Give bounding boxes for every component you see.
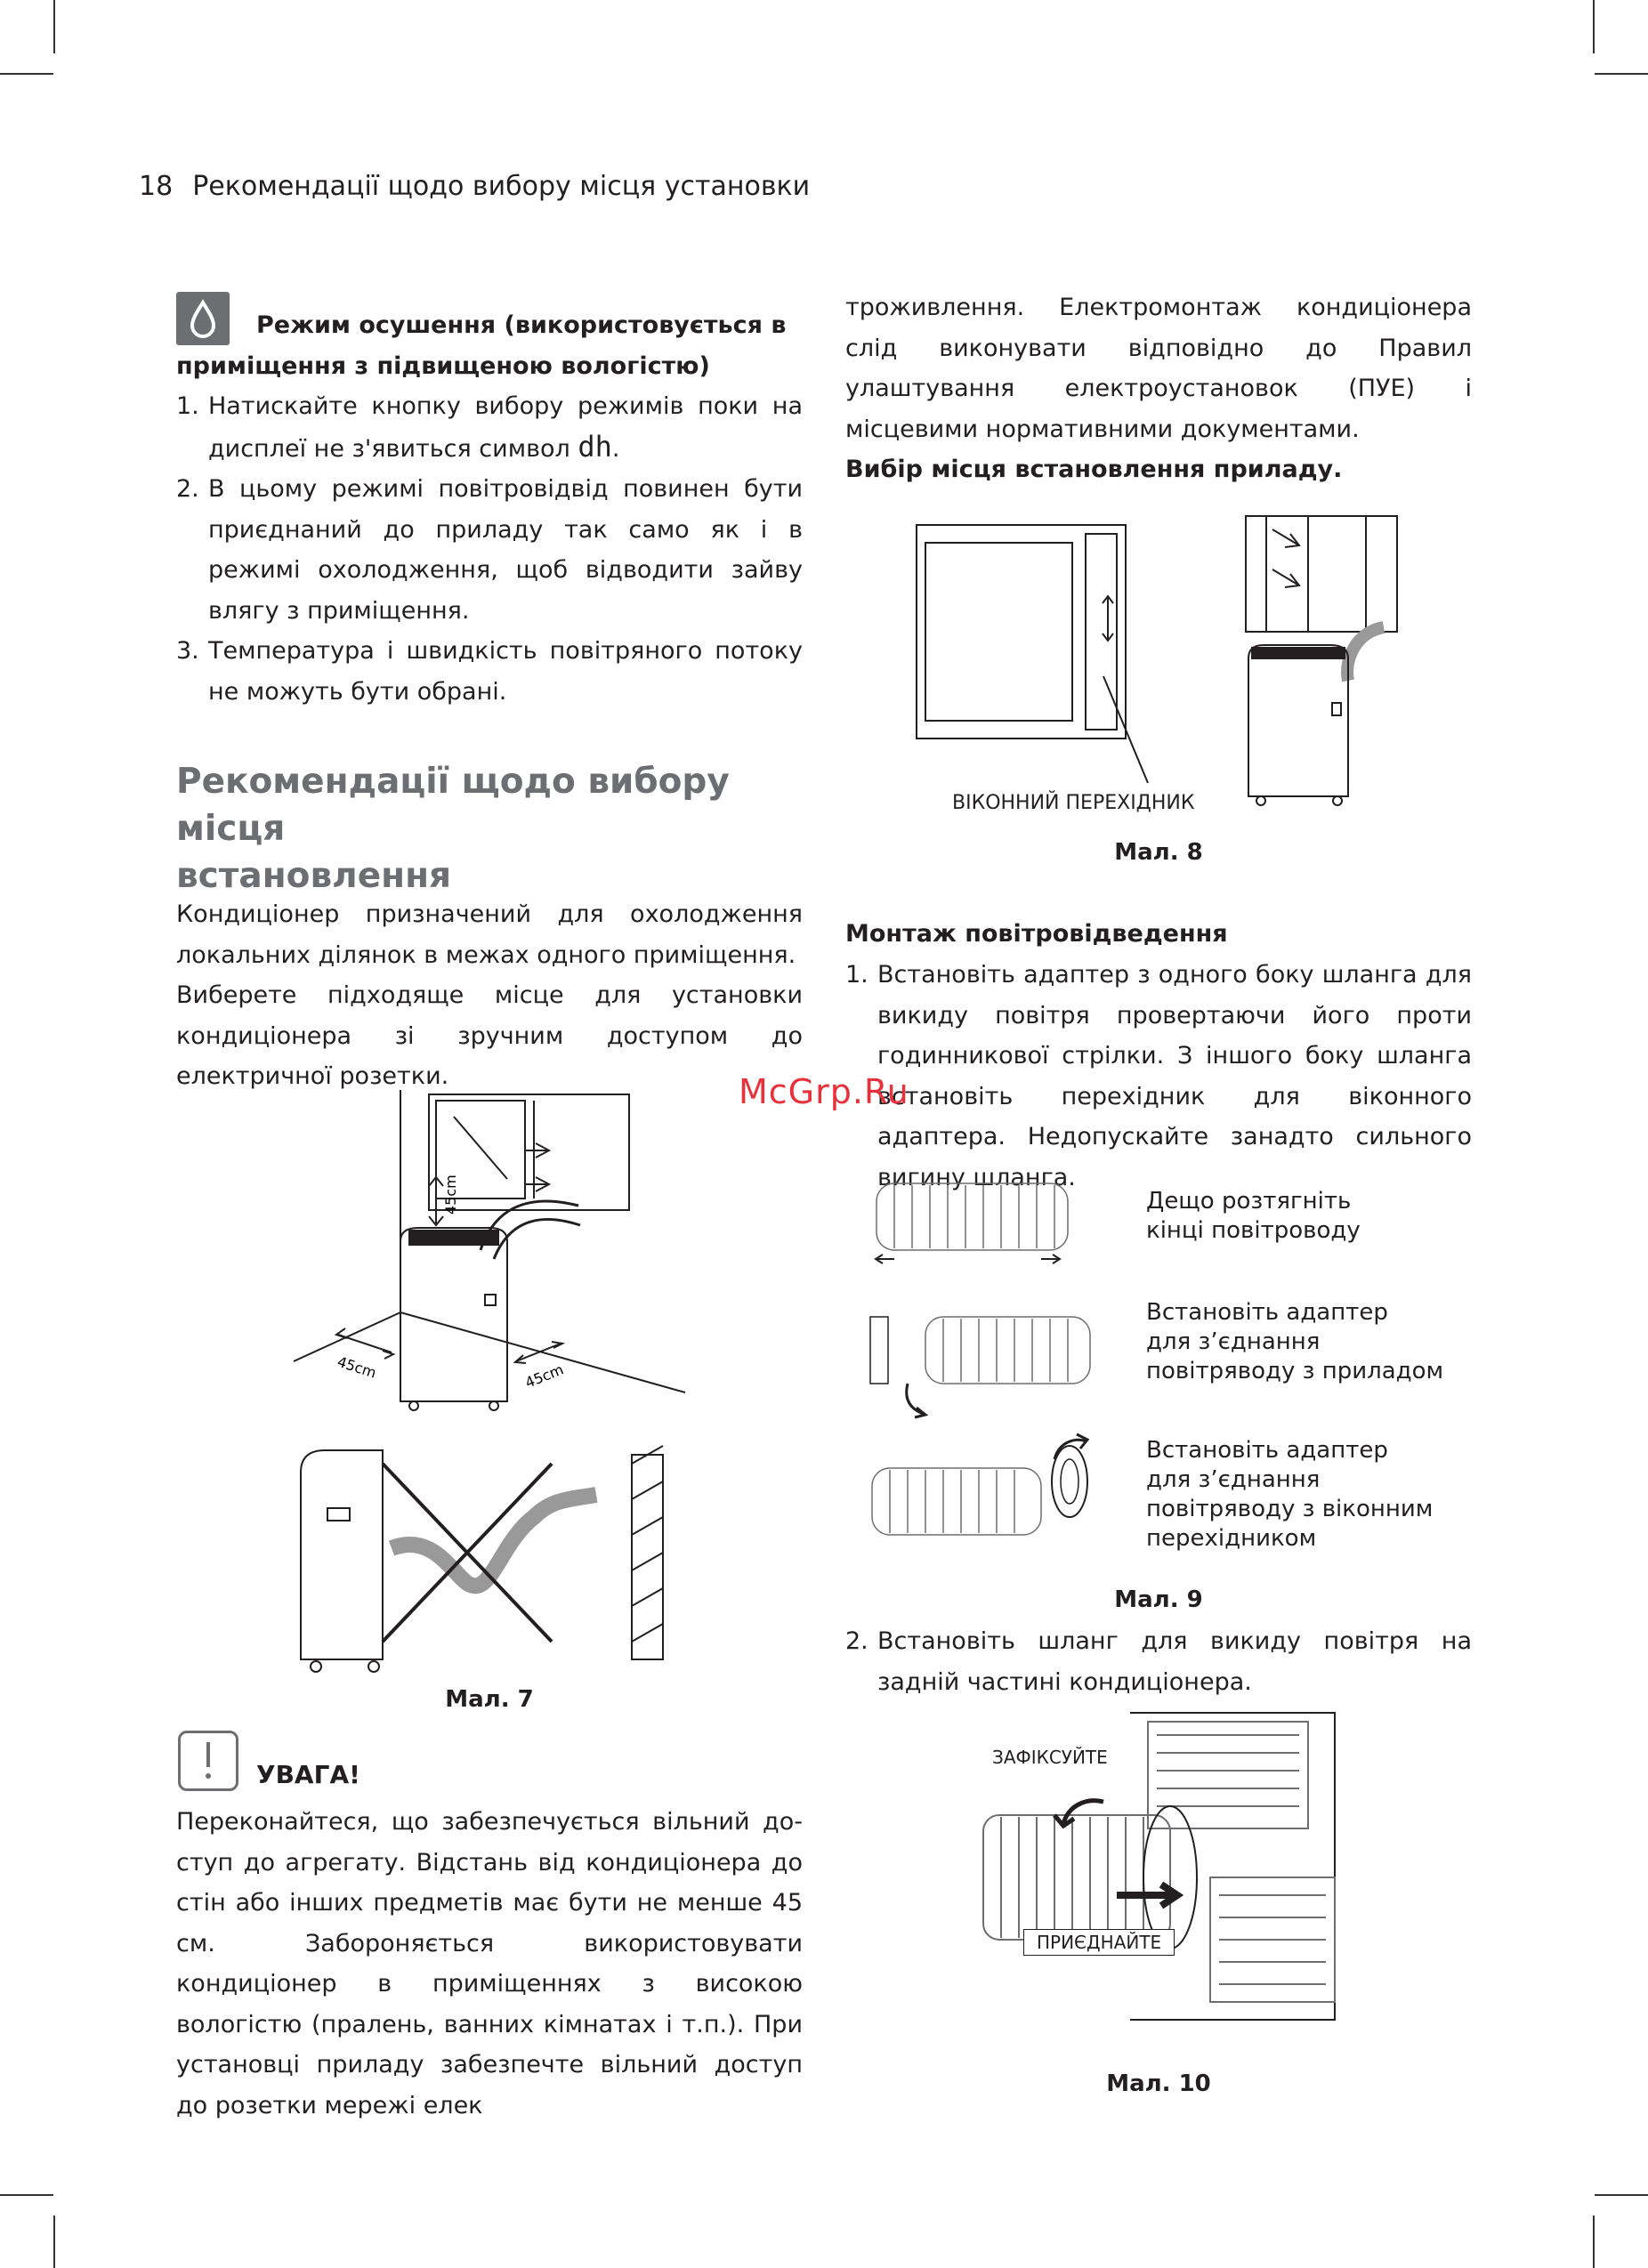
label-45cm: 45cm <box>442 1174 459 1215</box>
figure-8-caption: Мал. 8 <box>1114 839 1203 866</box>
figure-9-step3: Встановіть адаптер для з’єднання повітряводу з віконним перехідником <box>1146 1437 1434 1552</box>
duct-install-list-2 <box>845 1621 1472 1702</box>
page-number: 18 <box>139 171 174 202</box>
figure-7-illustration <box>294 1090 792 1659</box>
duct-install-title: Монтаж повітровідведення <box>845 920 1228 948</box>
crop-mark <box>1595 2194 1648 2196</box>
figure-9-illustration <box>863 1174 1112 1566</box>
dry-mode-title: Режим осушення (використовується в приміщення з підвищеною вологістю) <box>176 292 803 386</box>
placement-paragraph: Кондиціонер призначений для охолодження локальних ділянок в межах одного приміщення. <box>176 900 803 969</box>
dry-mode-section <box>176 292 803 712</box>
figure-9-step1: Дещо розтягніть кінці повітроводу <box>1146 1188 1361 1244</box>
warning-icon <box>178 1731 238 1791</box>
connect-label: ПРИЄДНАЙТЕ <box>1023 1929 1175 1956</box>
placement-paragraph: Виберете підходяще місце для установки кондиціонера зі зручним доступом до електричної розетки. <box>176 981 803 1090</box>
crop-mark <box>1595 73 1648 75</box>
figure-8-illustration <box>912 516 1410 819</box>
placement-text <box>176 894 803 1097</box>
crop-mark <box>53 2216 55 2268</box>
label-45cm: 45cm <box>522 1360 566 1392</box>
warning-text-continued: троживлення. Електромонтаж кондиціонера слід виконувати відповідно до Правил улаштування електроустановок (ПУЕ) і місцевими нормативними документами. <box>845 294 1472 443</box>
list-item: 3. Температура і швидкість повітряного потоку не можуть бути обрані. <box>176 637 803 706</box>
window-adapter-label: ВІКОННИЙ ПЕРЕХІДНИК <box>952 792 1195 814</box>
crop-mark <box>0 2194 53 2196</box>
figure-10-caption: Мал. 10 <box>1106 2070 1211 2097</box>
water-drop-icon <box>176 292 230 345</box>
list-item: 2. Встановіть шланг для викиду повітря на задній частині кондиціонера. <box>845 1627 1472 1696</box>
figure-7-caption: Мал. 7 <box>445 1686 534 1713</box>
crop-mark <box>1593 0 1595 53</box>
crop-mark <box>1593 2216 1595 2268</box>
figure-9-caption: Мал. 9 <box>1114 1586 1203 1613</box>
placement-heading: Рекомендації щодо вибору місця встановлення <box>176 762 730 896</box>
crop-mark <box>53 0 55 53</box>
dry-mode-list <box>176 386 803 712</box>
list-item: 1. Встановіть адаптер з одного боку шланга для викиду повітря провертаючи його проти годинникової стрілки. З іншого боку шланга встановіть перехідник для віконного адаптера. Недопускайте занадто сильного вигину шланга. <box>845 961 1472 1191</box>
dh-symbol: dh <box>578 429 612 464</box>
watermark: McGrp.Ru <box>739 1072 909 1111</box>
crop-mark <box>0 73 53 75</box>
running-title: Рекомендації щодо вибору місця установки <box>192 171 811 202</box>
warning-text: Переконайтеся, що забезпечується вільний доступ до агрегату. Відстань від кондиціонера до стін або інших предметів має бути не менше 45 см. Забороняється використовувати кондиціонер в приміщеннях з високою вологістю (пралень, ванних кімнатах і т.п.). При установці приладу забезпечте вільний доступ до розетки мережі елек <box>176 1808 803 2119</box>
list-item: 2. В цьому режимі повітровідвід повинен бути приєднаний до приладу так само як і в режимі охолодження, щоб відводити зайву влягу з приміщення. <box>176 475 803 625</box>
warning-title: УВАГА! <box>256 1760 360 1789</box>
fix-label: ЗАФІКСУЙТЕ <box>992 1747 1108 1768</box>
list-item: 1. Натискайте кнопку вибору режимів поки на дисплеї не з'явиться символ dh. <box>176 392 803 464</box>
running-header <box>139 171 810 202</box>
figure-9-step2: Встановіть адаптер для з’єднання повітряводу з приладом <box>1146 1299 1444 1384</box>
duct-install-list <box>845 955 1472 1198</box>
label-45cm: 45cm <box>335 1352 379 1382</box>
device-place-title: Вибір місця встановлення приладу. <box>845 456 1343 483</box>
